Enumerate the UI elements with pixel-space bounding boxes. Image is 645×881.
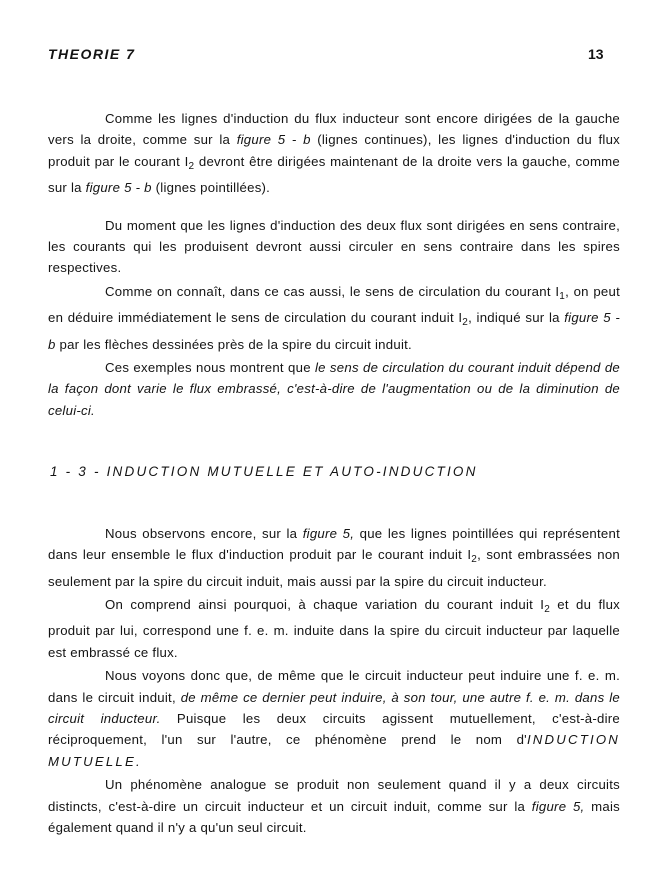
page-number: 13 — [588, 46, 604, 62]
body-text — [48, 108, 620, 838]
paragraph-4 — [48, 357, 620, 421]
text-run: Puisque les deux circuits agissent mutuellement, c'est-à-dire réciproquement, l'un sur l'autre, ce phénomène prend le nom d' — [48, 710, 620, 748]
subscript: 2 — [471, 554, 478, 566]
subscript: 2 — [188, 160, 195, 172]
text-run: , sont embrassées non seulement par la spire du circuit induit, mais aussi par la spire du circuit inducteur. — [48, 547, 620, 589]
text-run: Un phénomène analogue se produit non seulement quand il y a deux circuits distincts, c'est-à-dire un circuit inducteur et un circuit induit, comme sur la — [48, 777, 620, 814]
emphasis-text: le sens de circulation du courant induit dépend de la façon dont varie le flux embrassé, c'est-à-dire de l'augmentation ou de la diminution de celui-ci. — [48, 360, 621, 418]
figure-reference: figure 5 - b — [48, 310, 620, 352]
text-run: Nous observons encore, sur la — [105, 525, 303, 541]
paragraph-6 — [48, 594, 620, 663]
figure-reference: figure 5 - b — [85, 180, 152, 196]
text-run: et du flux produit par lui, correspond une f. e. m. induite dans la spire du circuit inducteur par laquelle est embrassé ce flux. — [48, 596, 620, 660]
text-run: par les flèches dessinées près de la spire du circuit induit. — [55, 336, 412, 352]
subscript: 2 — [544, 603, 551, 615]
text-run: Comme on connaît, dans ce cas aussi, le sens de circulation du courant I — [105, 283, 560, 299]
text-run: devront être dirigées maintenant de la droite vers la gauche, comme sur la — [48, 153, 620, 196]
text-run: (lignes pointillées). — [151, 180, 271, 196]
paragraph-3 — [48, 281, 620, 355]
paragraph-2: Du moment que les lignes d'induction des deux flux sont dirigées en sens contraire, les courants qui les produisent devront aussi circuler en sens contraire dans les spires respectives. — [48, 217, 620, 276]
subscript: 1 — [559, 290, 566, 302]
subscript: 2 — [462, 317, 469, 329]
running-header: THEORIE 7 — [48, 46, 136, 62]
text-run: mais également quand il n'y a qu'un seul circuit. — [48, 798, 620, 835]
text-run: , indiqué sur la — [468, 310, 565, 326]
text-run: Comme les lignes d'induction du flux inducteur sont encore dirigées de la gauche vers la droite, comme sur la — [48, 111, 620, 148]
text-run: que les lignes pointillées qui représentent dans leur ensemble le flux d'induction produit par le courant induit I — [48, 525, 620, 563]
paragraph-5 — [48, 523, 620, 592]
text-run: On comprend ainsi pourquoi, à chaque variation du courant induit I — [105, 596, 545, 612]
paragraph-7 — [48, 665, 620, 772]
figure-reference: figure 5, — [302, 525, 355, 541]
text-run: (lignes continues), les lignes d'induction du flux produit par le courant I — [48, 132, 620, 169]
text-run: Nous voyons donc que, de même que le circuit inducteur peut induire une f. e. m. dans le circuit induit, — [48, 668, 620, 705]
section-title: 1 - 3 - INDUCTION MUTUELLE ET AUTO-INDUCTION — [50, 464, 478, 480]
figure-reference: figure 5 - b — [236, 132, 311, 148]
paragraph-1 — [48, 108, 620, 199]
term-emphasis: INDUCTION MUTUELLE. — [48, 732, 620, 769]
figure-reference: figure 5, — [531, 798, 585, 814]
text-run: Ces exemples nous montrent que — [105, 360, 315, 376]
emphasis-text: de même ce dernier peut induire, à son tour, une autre f. e. m. dans le circuit inducteur. — [48, 689, 620, 726]
text-run: , on peut en déduire immédiatement le sens de circulation du courant induit I — [48, 283, 621, 326]
paragraph-8 — [48, 774, 620, 838]
